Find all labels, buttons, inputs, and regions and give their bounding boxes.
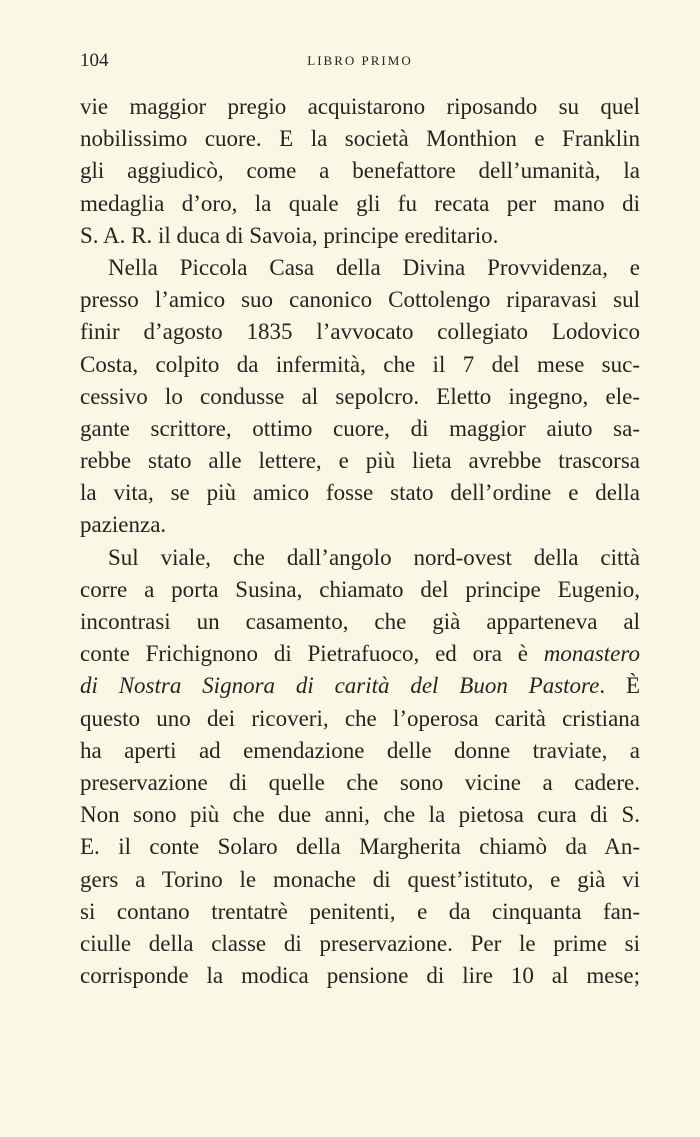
text-line: S. A. R. il duca di Savoia, principe ereditario. — [80, 222, 499, 248]
body-text — [80, 91, 640, 992]
text-line: Sul viale, che dall’angolo nord-ovest della città — [108, 544, 640, 570]
running-title: LIBRO PRIMO — [307, 53, 413, 68]
text-line: pazienza. — [80, 512, 167, 538]
text-line: corre a porta Susina, chiamato del principe Eugenio, — [80, 576, 640, 602]
text-line: presso l’amico suo canonico Cottolengo riparavasi sul — [80, 287, 640, 313]
text-line: di Nostra Signora di carità del Buon Pastore. È — [80, 673, 640, 699]
text-line: Non sono più che due anni, che la pietosa cura di S. — [80, 802, 640, 828]
text-line: conte Frichignono di Pietrafuoco, ed ora è monastero — [80, 641, 640, 667]
italic-text: di Nostra Signora di carità del Buon Pastore — [80, 673, 600, 699]
text-line: Costa, colpito da infermità, che il 7 del mese suc- — [80, 351, 640, 377]
text-line: rebbe stato alle lettere, e più lieta avrebbe trascorsa — [80, 448, 640, 474]
text-line: gante scrittore, ottimo cuore, di maggior aiuto sa- — [80, 415, 640, 441]
running-head — [80, 50, 640, 74]
text-line: gli aggiudicò, come a benefattore dell’umanità, la — [80, 158, 640, 184]
page-number: 104 — [80, 50, 109, 71]
text-line: Nella Piccola Casa della Divina Provvidenza, e — [108, 254, 640, 280]
text-line: preservazione di quelle che sono vicine a cadere. — [80, 769, 640, 795]
text-line: finir d’agosto 1835 l’avvocato collegiato Lodovico — [80, 319, 640, 345]
text-line: ciulle della classe di preservazione. Per le prime si — [80, 930, 640, 956]
text-line: si contano trentatrè penitenti, e da cinquanta fan- — [80, 898, 640, 924]
text-line: corrisponde la modica pensione di lire 10 al mese; — [80, 963, 640, 989]
text-line: vie maggior pregio acquistarono riposando su quel — [80, 94, 640, 119]
text-line: incontrasi un casamento, che già apparteneva al — [80, 609, 640, 634]
text-line: ha aperti ad emendazione delle donne traviate, a — [80, 737, 640, 763]
text-line: nobilissimo cuore. E la società Monthion e Franklin — [80, 126, 640, 152]
text-line: E. il conte Solaro della Margherita chiamò da An- — [80, 834, 640, 860]
text-line: questo uno dei ricoveri, che l’operosa carità cristiana — [80, 705, 640, 731]
text-line: gers a Torino le monache di quest’istituto, e già vi — [80, 866, 640, 892]
text-line: la vita, se più amico fosse stato dell’ordine e della — [80, 480, 640, 506]
text-line: cessivo lo condusse al sepolcro. Eletto ingegno, ele- — [80, 383, 640, 409]
italic-text: monastero — [543, 641, 640, 667]
text-line: medaglia d’oro, la quale gli fu recata per mano di — [80, 190, 640, 216]
